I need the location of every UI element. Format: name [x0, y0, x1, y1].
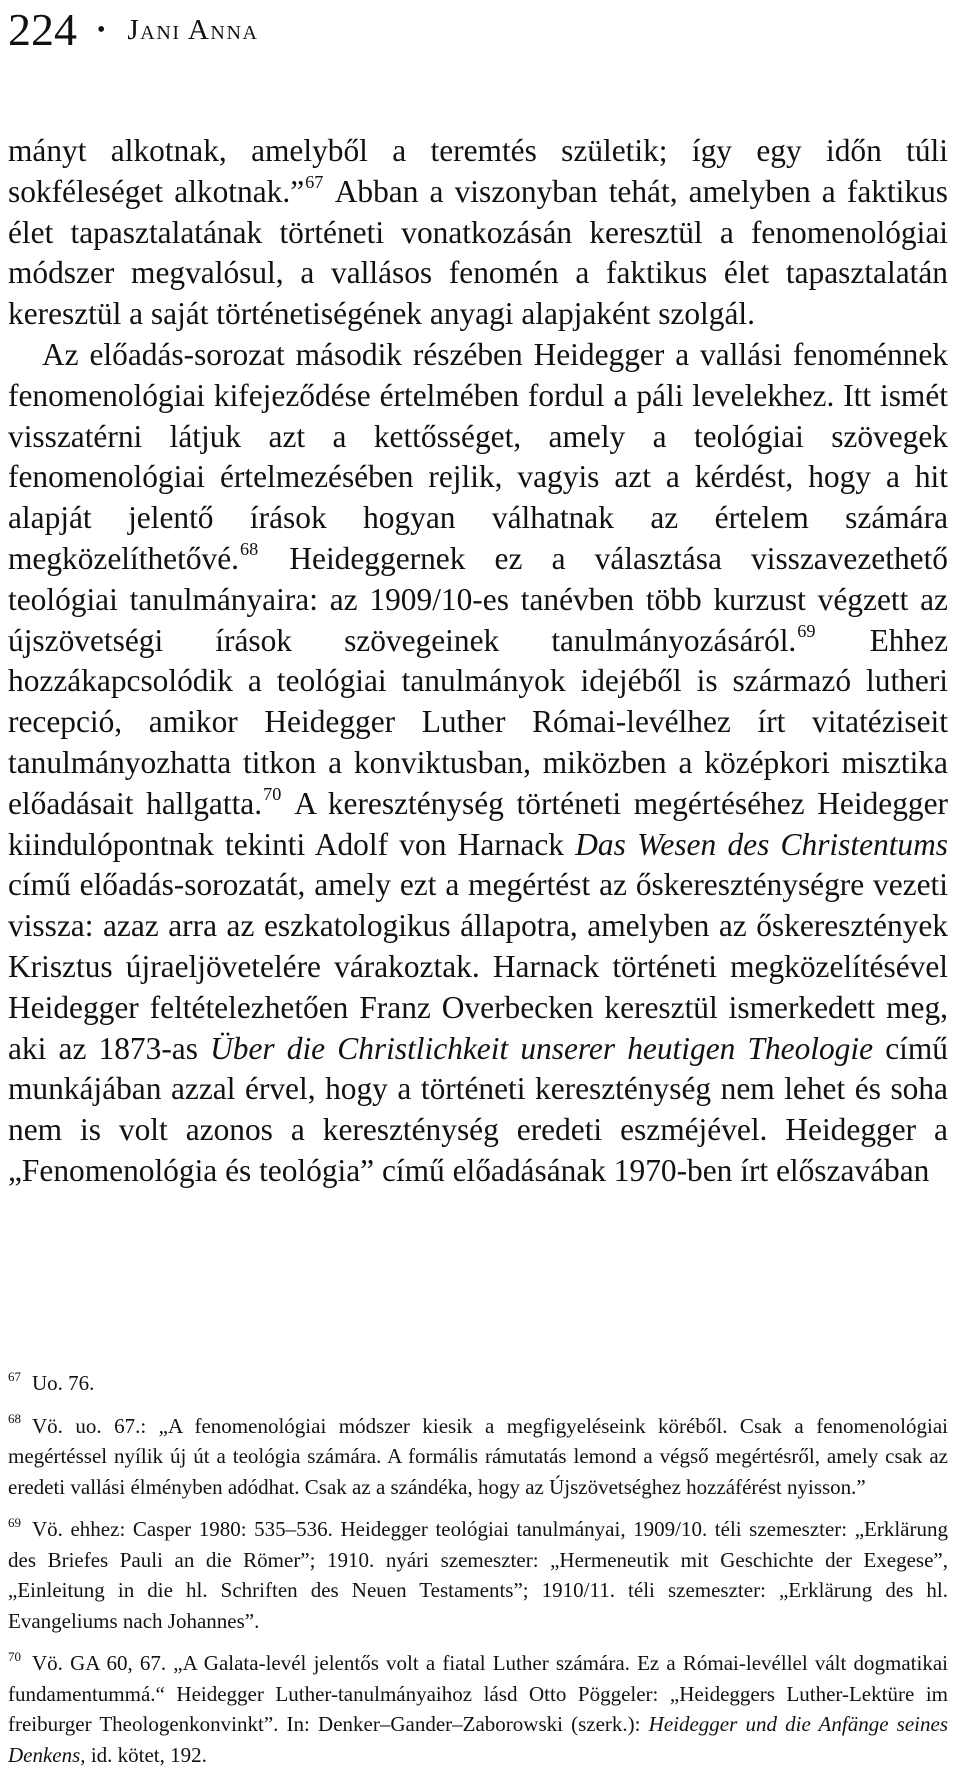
book-title: Über die Christlichkeit unserer heutigen Theologie — [210, 1030, 874, 1066]
footnote-text: Vö. uo. 67.: „A fenomenológiai módszer kiesik a megfigyeléseink köréből. Csak a fenomenológiai megértéssel nyílik új út a teológia számára. A formális rámutatás lemond a végső megértésről, amely csak az eredeti vallási élményben adódhat. Csak az a szándéka, hogy az Újszövetséghez hozzáférést nyisson.” — [8, 1413, 948, 1499]
footnote-68: 68 Vö. uo. 67.: „A fenomenológiai módszer kiesik a megfigyeléseink köréből. Csak a fenomenológiai megértéssel nyílik új út a teológia számára. A formális rámutatás lemond a végső megértésről, amely csak az eredeti vallási élményben adódhat. Csak az a szándéka, hogy az Újszövetséghez hozzáférést nyisson.” — [8, 1411, 948, 1499]
text-span: című munkájában azzal érvel, hogy a történeti kereszténység nem lehet és soha nem is volt azonos a kereszténység eredeti eszméjével. Heidegger a „Fenomenológia és teológia” című előadásának 1970-ben írt előszavában — [8, 1030, 948, 1188]
book-title: Das Wesen des Christentums — [575, 826, 948, 862]
footnote-reference[interactable]: 68 — [240, 539, 259, 560]
footnote-text: Vö. GA 60, 67. „A Galata-levél jelentős volt a fiatal Luther számára. Ez a Római-levéllel vált dogmatikai fundamentummá.“ Heidegger Luther-tanulmányaihoz lásd Otto Pöggeler: „Heideggers Luther-Lektüre im freiburger Theologenkonvinkt”. In: Denker–Gander–Zaborowski (szerk.): — [8, 1651, 948, 1736]
text-span: mányt alkotnak, amelyből a teremtés születik; így egy időn túli sokféleséget alkotnak.” — [8, 133, 948, 209]
footnote-text: Vö. ehhez: Casper 1980: 535–536. Heidegger teológiai tanulmányai, 1909/10. téli szemeszter: „Erklärung des Briefes Pauli an die Römer”; 1910. nyári szemeszter: „Hermeneutik mit Geschichte der Exegese”, „Einleitung in die hl. Schriften des Neuen Testaments”; 1910/11. téli szemeszter: „Erklärung des hl. Evangeliums nach Johannes”. — [8, 1517, 948, 1633]
footnote-reference[interactable]: 69 — [797, 620, 816, 641]
running-head-author: Jani Anna — [127, 14, 259, 46]
page-number: 224 — [8, 4, 77, 55]
main-text — [8, 131, 948, 1192]
text-span: Ehhez hozzákapcsolódik a teológiai tanulmányok idejéből is származó lutheri recepció, amikor Heidegger Luther Római-levélhez írt vitatéziseit tanulmányozhatta titkon a konviktusban, miközben a középkori misztika előadásait hallgatta. — [8, 622, 948, 821]
footnote-text: Uo. 76. — [32, 1371, 95, 1395]
paragraph — [8, 335, 948, 1192]
footnote-69: 69 Vö. ehhez: Casper 1980: 535–536. Heidegger teológiai tanulmányai, 1909/10. téli szemeszter: „Erklärung des Briefes Pauli an die Römer”; 1910. nyári szemeszter: „Hermeneutik mit Geschichte der Exegese”, „Einleitung in die hl. Schriften des Neuen Testaments”; 1910/11. téli szemeszter: „Erklärung des hl. Evangeliums nach Johannes”. — [8, 1514, 948, 1633]
footnotes — [8, 1368, 948, 1782]
text-span: Abban a viszonyban tehát, amelyben a faktikus élet tapasztalatának történeti vonatkozásán keresztül a fenomenológiai módszer megvalósul, a vallásos fenomén a faktikus élet tapasztalatán keresztül a saját történetiségének anyagi alapjaként szolgál. — [8, 173, 948, 332]
footnote-reference[interactable]: 70 — [263, 784, 282, 805]
text-span: Az előadás-sorozat második részében Heidegger a vallási fenoménnek fenomenológiai kifejeződése értelmében fordul a páli levelekhez. Itt ismét visszatérni látjuk azt a kettősséget, amely a teológiai szövegek fenomenológiai értelmezésében rejlik, vagyis azt a kérdést, hogy a hit alapját jelentő írások hogyan válhatnak az értelem számára megközelíthetővé. — [8, 336, 948, 576]
book-title: Heidegger und die Anfänge seines Denkens, — [8, 1712, 949, 1767]
text-span: című előadás-sorozatát, amely ezt a megértést az őskereszténységre vezeti vissza: azaz arra az eszkatologikus állapotra, amelyben az őskeresztények Krisztus újraeljövetelére várakoztak. Harnack történeti megközelítésével Heidegger feltételezhetően Franz Overbecken keresztül ismerkedett meg, aki az 1873-as — [8, 867, 948, 1066]
footnote-text: id. kötet, 192. — [85, 1742, 207, 1767]
text-span: Heideggernek ez a választása visszavezethető teológiai tanulmányaira: az 1909/10-es tanévben több kurzust végzett az újszövetségi írások szövegeinek tanulmányozásáról. — [8, 540, 948, 658]
footnote-70: 70 Vö. GA 60, 67. „A Galata-levél jelentős volt a fiatal Luther számára. Ez a Római-levéllel vált dogmatikai fundamentummá.“ Heidegger Luther-tanulmányaihoz lásd Otto Pöggeler: „Heideggers Luther-Lektüre im freiburger Theologenkonvinkt”. In: Denker–Gander–Zaborowski (szerk.): Heidegger und die Anfänge seines Denkens, id. kötet, 192. — [8, 1648, 949, 1767]
running-head — [8, 2, 259, 58]
paragraph-continuation — [8, 131, 948, 335]
footnote-67: 67 Uo. 76. — [8, 1368, 95, 1395]
footnote-reference[interactable]: 67 — [305, 172, 324, 193]
header-separator-bullet: • — [97, 17, 106, 43]
text-span: A kereszténység történeti megértéséhez Heidegger kiindulópontnak tekinti Adolf von Harnack — [8, 785, 948, 862]
